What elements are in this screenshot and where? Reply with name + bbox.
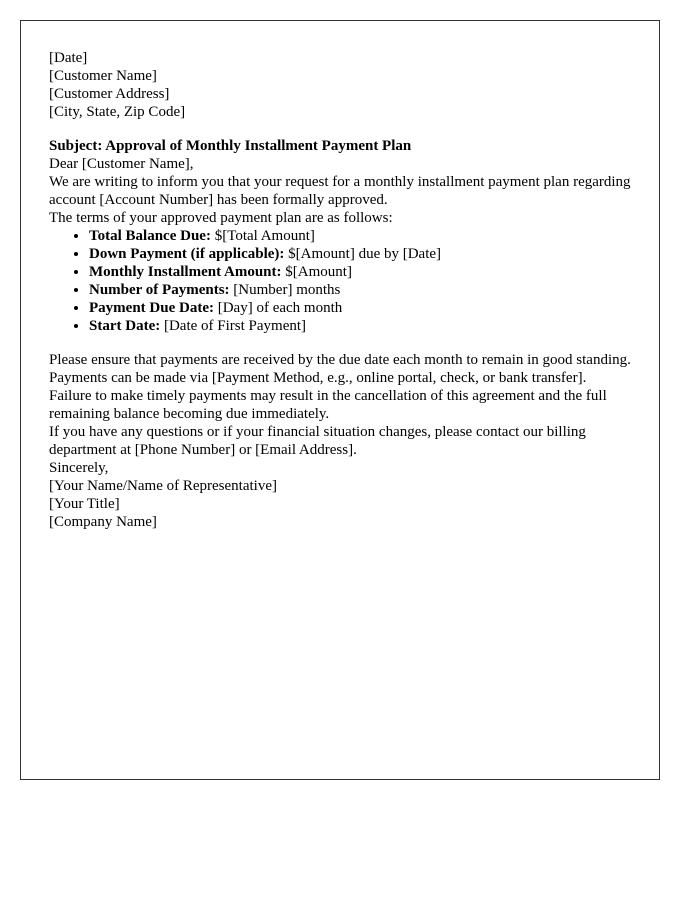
payment-terms-list <box>49 227 631 335</box>
signature-title: [Your Title] <box>49 496 120 512</box>
letter-subject: Subject: Approval of Monthly Installment Payment Plan <box>49 138 412 154</box>
term-start-date <box>89 317 631 335</box>
term-number-of-payments <box>89 281 631 299</box>
signature-name: [Your Name/Name of Representative] <box>49 478 277 494</box>
recipient-city-state-zip: [City, State, Zip Code] <box>49 104 186 120</box>
term-total-balance <box>89 227 631 245</box>
term-label: Down Payment (if applicable): <box>89 246 285 262</box>
letter-closing: Sincerely, <box>49 460 109 476</box>
term-payment-due-date <box>89 299 631 317</box>
term-value: [Date of First Payment] <box>160 318 307 334</box>
term-value: [Day] of each month <box>213 300 343 316</box>
failure-note-paragraph: Failure to make timely payments may result in the cancellation of this agreement and the full remaining balance becoming due immediately. <box>49 388 607 422</box>
term-value: $[Total Amount] <box>210 228 315 244</box>
term-value: [Number] months <box>229 282 341 298</box>
terms-intro-paragraph: The terms of your approved payment plan are as follows: <box>49 210 393 226</box>
term-label: Start Date: <box>89 318 161 334</box>
term-monthly-installment <box>89 263 631 281</box>
term-value: $[Amount] <box>281 264 352 280</box>
letter-salutation: Dear [Customer Name], <box>49 156 194 172</box>
term-down-payment <box>89 245 631 263</box>
letter-date: [Date] <box>49 50 88 66</box>
signature-company: [Company Name] <box>49 514 157 530</box>
recipient-address-block <box>49 67 631 121</box>
signature-block <box>49 477 631 531</box>
recipient-address: [Customer Address] <box>49 86 170 102</box>
term-label: Payment Due Date: <box>89 300 214 316</box>
term-label: Total Balance Due: <box>89 228 211 244</box>
term-value: $[Amount] due by [Date] <box>284 246 442 262</box>
intro-paragraph: We are writing to inform you that your request for a monthly installment payment plan regarding account [Account Number] has been formally approved. <box>49 174 631 208</box>
term-label: Monthly Installment Amount: <box>89 264 282 280</box>
letter-page <box>20 20 660 780</box>
recipient-name: [Customer Name] <box>49 68 157 84</box>
term-label: Number of Payments: <box>89 282 230 298</box>
payment-note-paragraph: Please ensure that payments are received by the due date each month to remain in good standing. Payments can be made via [Payment Method, e.g., online portal, check, or bank transfer]. <box>49 352 631 386</box>
contact-note-paragraph: If you have any questions or if your financial situation changes, please contact our billing department at [Phone Number] or [Email Address]. <box>49 424 586 458</box>
